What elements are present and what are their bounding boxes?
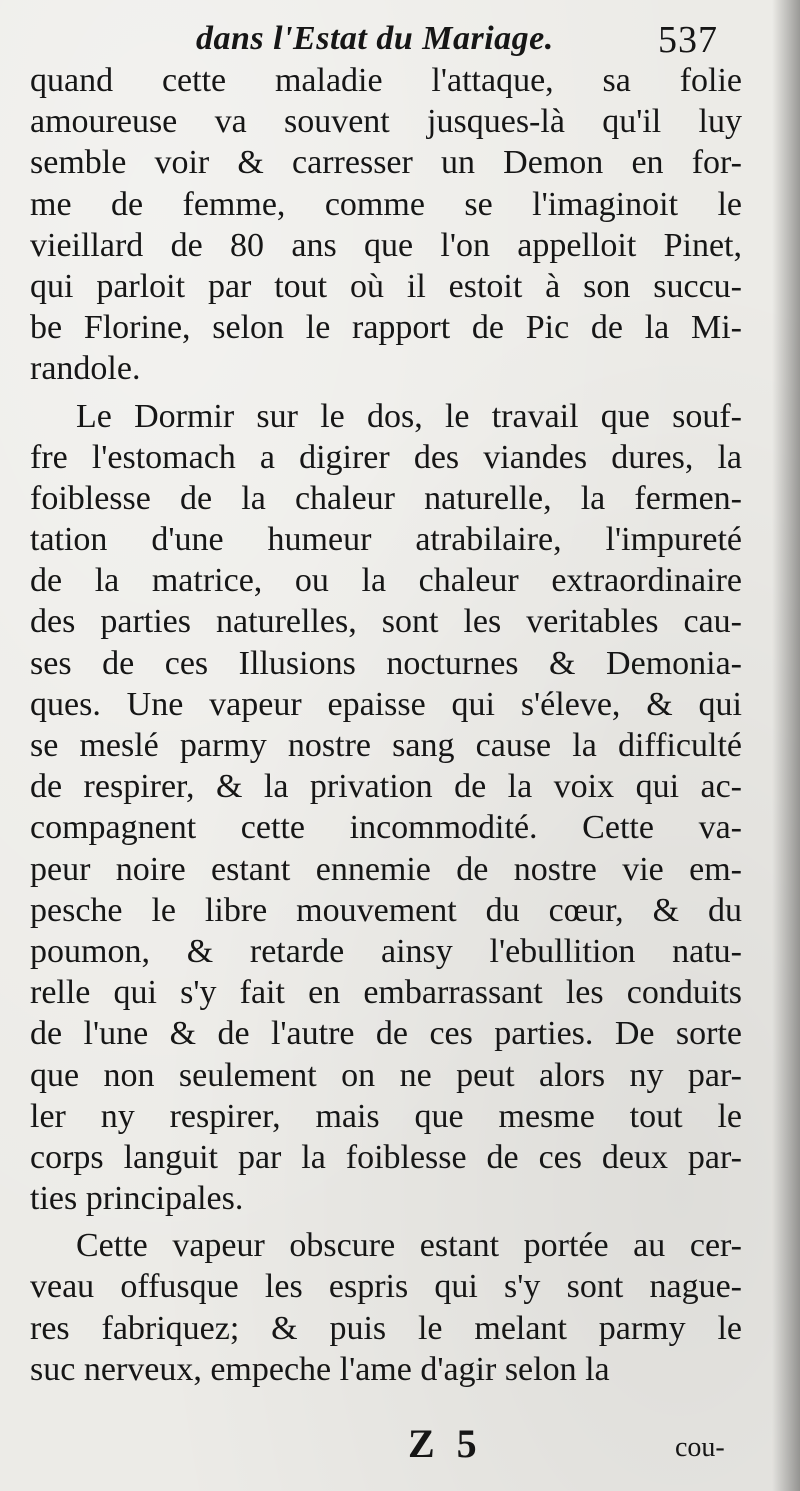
text-line: veau offusque les espris qui s'y sont nague- <box>30 1268 742 1306</box>
text-line: de l'une & de l'autre de ces parties. De sorte <box>30 1015 742 1053</box>
text-line: quand cette maladie l'attaque, sa folie <box>30 62 742 99</box>
text-line: Cette vapeur obscure estant portée au cer- <box>76 1227 742 1265</box>
text-line: se meslé parmy nostre sang cause la difficulté <box>30 727 742 764</box>
text-line: pesche le libre mouvement du cœur, & du <box>30 891 742 929</box>
text-line: vieillard de 80 ans que l'on appelloit Pinet, <box>30 226 742 264</box>
text-line: corps languit par la foiblesse de ces deux par- <box>30 1138 742 1176</box>
page-number: 537 <box>658 19 718 61</box>
text-line: de respirer, & la privation de la voix qui ac- <box>30 768 742 806</box>
text-line: tation d'une humeur atrabilaire, l'impureté <box>30 521 742 559</box>
text-line: ques. Une vapeur epaisse qui s'éleve, & qui <box>30 685 742 723</box>
text-line: foiblesse de la chaleur naturelle, la fermen- <box>30 479 742 517</box>
text-line: compagnent cette incommodité. Cette va- <box>30 809 742 847</box>
body-text <box>30 60 742 1390</box>
text-line: ses de ces Illusions nocturnes & Demonia- <box>30 644 742 682</box>
page-footer <box>0 1418 800 1478</box>
paragraph <box>30 60 742 390</box>
text-line: fre l'estomach a digirer des viandes dures, la <box>30 438 742 476</box>
text-line: amoureuse va souvent jusques-là qu'il luy <box>30 103 742 141</box>
text-line: qui parloit par tout où il estoit à son succu- <box>30 267 742 305</box>
text-line: de la matrice, ou la chaleur extraordinaire <box>30 562 742 600</box>
text-line: poumon, & retarde ainsy l'ebullition natu- <box>30 932 742 970</box>
text-line: peur noire estant ennemie de nostre vie em- <box>30 850 742 888</box>
running-head <box>0 14 800 64</box>
text-line: ties principales. <box>30 1180 244 1218</box>
catchword: cou- <box>675 1432 725 1463</box>
text-line: me de femme, comme se l'imaginoit le <box>30 185 742 223</box>
text-line: be Florine, selon le rapport de Pic de la Mi- <box>30 309 742 347</box>
text-line: ler ny respirer, mais que mesme tout le <box>30 1097 742 1135</box>
text-line: suc nerveux, empeche l'ame d'agir selon la <box>30 1350 610 1388</box>
text-line: que non seulement on ne peut alors ny par- <box>30 1056 742 1094</box>
text-line: relle qui s'y fait en embarrassant les conduits <box>30 974 742 1012</box>
text-line: des parties naturelles, sont les veritables cau- <box>30 603 742 641</box>
text-line: randole. <box>30 350 141 388</box>
paragraph <box>30 396 742 1220</box>
paragraph <box>30 1225 742 1390</box>
running-title: dans l'Estat du Mariage. <box>196 20 554 57</box>
binding-shadow <box>772 0 800 1491</box>
text-line: semble voir & carresser un Demon en for- <box>30 144 742 182</box>
text-line: res fabriquez; & puis le melant parmy le <box>30 1309 742 1347</box>
signature-mark: Z 5 <box>408 1421 483 1466</box>
text-line: Le Dormir sur le dos, le travail que souf- <box>76 397 742 435</box>
